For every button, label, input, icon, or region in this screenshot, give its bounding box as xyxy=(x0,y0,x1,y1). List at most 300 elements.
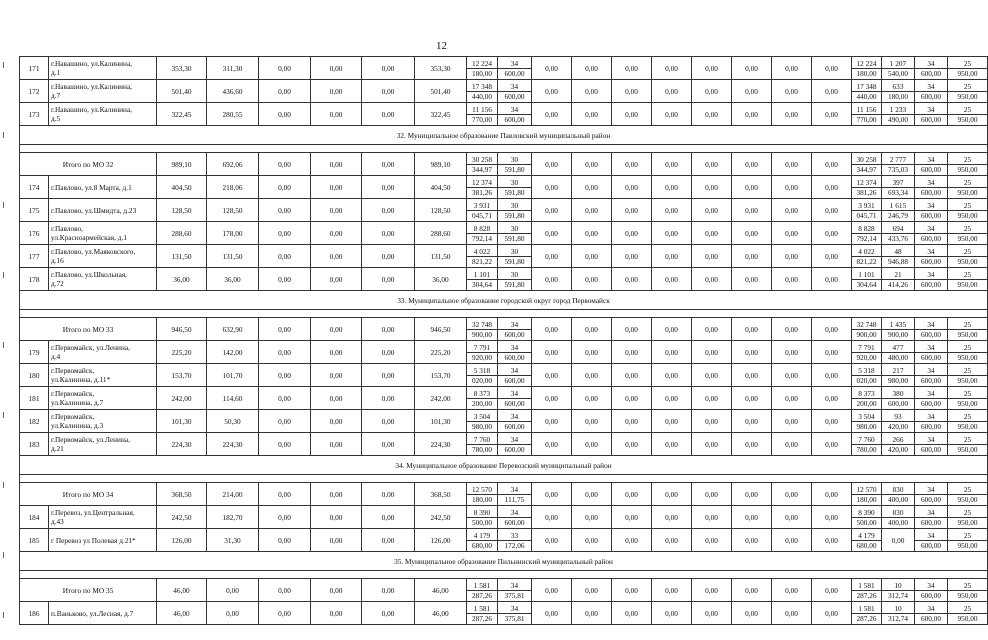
norm-cost-cell xyxy=(948,529,988,552)
value-cell: 0,00 xyxy=(532,529,572,552)
section-title: 34. Муниципальное образование Перевозский муниципальный район xyxy=(20,456,988,475)
unit-cost-cell xyxy=(498,103,532,126)
value-cell: 46,00 xyxy=(415,579,467,602)
value-cell: 0,00 xyxy=(572,222,612,245)
cell-line: 3 504 xyxy=(858,411,875,421)
cell-line: 8 373 xyxy=(473,388,491,398)
value-cell: 0,00 xyxy=(311,318,362,341)
value-cell: 0,00 xyxy=(311,245,362,268)
value-cell: 0,00 xyxy=(612,579,652,602)
cell-line: 32 748 xyxy=(856,319,877,329)
cell-line: 34 xyxy=(510,603,519,613)
max-unit-cost-cell xyxy=(915,529,948,552)
value-cell: 353,30 xyxy=(415,57,467,80)
cell-line: д.21 xyxy=(51,444,64,453)
cell-line: 11 156 xyxy=(856,104,877,114)
value-cell: 0,00 xyxy=(652,341,692,364)
value-cell: 0,00 xyxy=(572,318,612,341)
unit-cost-cell xyxy=(498,483,532,506)
cell-line: 1 581 xyxy=(473,580,491,590)
cell-line: 591,80 xyxy=(498,210,531,220)
total-funding-cell xyxy=(852,153,882,176)
cell-line: 1 581 xyxy=(858,580,875,590)
value-cell: 242,50 xyxy=(415,506,467,529)
row-number: 173 xyxy=(20,103,49,126)
value-cell: 946,50 xyxy=(157,318,207,341)
value-cell: 0,00 xyxy=(772,410,812,433)
value-cell: 0,00 xyxy=(311,57,362,80)
value-cell: 0,00 xyxy=(532,80,572,103)
cell-line: 591,80 xyxy=(498,256,531,266)
value-cell: 0,00 xyxy=(572,602,612,625)
owner-funds-cell xyxy=(882,387,915,410)
value-cell: 0,00 xyxy=(692,433,732,456)
value-cell: 0,00 xyxy=(812,199,852,222)
value-cell: 46,00 xyxy=(415,602,467,625)
value-cell: 0,00 xyxy=(532,176,572,199)
cell-line: 34 xyxy=(927,484,935,494)
value-cell: 989,10 xyxy=(157,153,207,176)
cell-line: 12 570 xyxy=(471,484,493,494)
value-cell: 0,00 xyxy=(612,245,652,268)
cost-total-cell xyxy=(467,387,498,410)
cell-line: 34 xyxy=(927,365,935,375)
value-cell: 225,20 xyxy=(157,341,207,364)
cell-line: 045,71 xyxy=(467,210,497,220)
cell-line: 735,03 xyxy=(882,164,914,174)
value-cell: 242,00 xyxy=(415,387,467,410)
table-row xyxy=(20,176,988,199)
value-cell: 128,50 xyxy=(207,199,259,222)
unit-cost-cell xyxy=(498,602,532,625)
value-cell: 0,00 xyxy=(652,387,692,410)
cell-line: 433,76 xyxy=(882,233,914,243)
cost-total-cell xyxy=(467,506,498,529)
value-cell: 0,00 xyxy=(362,199,415,222)
cell-line: 180,00 xyxy=(467,68,497,78)
value-cell: 0,00 xyxy=(532,433,572,456)
owner-funds-cell xyxy=(882,222,915,245)
total-funding-cell xyxy=(852,176,882,199)
value-cell: 0,00 xyxy=(772,529,812,552)
value-cell: 0,00 xyxy=(772,506,812,529)
value-cell: 0,00 xyxy=(652,602,692,625)
value-cell: 0,00 xyxy=(532,602,572,625)
cell-line: г.Первомайск, xyxy=(51,389,95,398)
row-number: 179 xyxy=(20,341,49,364)
value-cell: 0,00 xyxy=(812,483,852,506)
value-cell: 0,00 xyxy=(311,483,362,506)
cell-line: 600,00 xyxy=(915,421,947,431)
cell-line: 600,00 xyxy=(882,398,914,408)
cell-line: 600,00 xyxy=(915,114,947,124)
value-cell: 0,00 xyxy=(362,364,415,387)
value-cell: 0,00 xyxy=(572,410,612,433)
norm-cost-cell xyxy=(948,153,988,176)
value-cell: 0,00 xyxy=(362,268,415,291)
cell-line: 34 xyxy=(510,388,519,398)
address-cell xyxy=(49,245,157,268)
value-cell: 0,00 xyxy=(652,103,692,126)
cell-line: 950,00 xyxy=(948,114,987,124)
value-cell: 50,30 xyxy=(207,410,259,433)
cell-line: 600,00 xyxy=(498,352,531,362)
cell-line: г.Павлово, ул.Школьная, xyxy=(51,270,128,279)
value-cell: 0,00 xyxy=(812,506,852,529)
cell-line: 180,00 xyxy=(852,494,881,504)
value-cell: 0,00 xyxy=(772,433,812,456)
value-cell: 0,00 xyxy=(259,268,311,291)
value-cell: 0,00 xyxy=(532,318,572,341)
cell-line: 500,00 xyxy=(467,517,497,527)
cell-line: 4 179 xyxy=(858,530,875,540)
cell-line: 1 233 xyxy=(889,104,907,114)
cell-line: г.Павлово, xyxy=(51,224,84,233)
value-cell: 0,00 xyxy=(772,103,812,126)
cell-line: 600,00 xyxy=(915,398,947,408)
cell-line: 900,00 xyxy=(882,329,914,339)
cost-total-cell xyxy=(467,341,498,364)
cell-line: 490,00 xyxy=(882,114,914,124)
value-cell: 0,00 xyxy=(207,579,259,602)
cell-line: 30 xyxy=(510,246,519,256)
cell-line: 381,26 xyxy=(467,187,497,197)
address-cell xyxy=(49,602,157,625)
cell-line: 344,97 xyxy=(852,164,881,174)
value-cell: 0,00 xyxy=(572,506,612,529)
value-cell: 0,00 xyxy=(532,579,572,602)
cell-line: 10 xyxy=(894,580,902,590)
cell-line: 266 xyxy=(892,434,904,444)
max-unit-cost-cell xyxy=(915,57,948,80)
cell-line: 045,71 xyxy=(852,210,881,220)
value-cell: 0,00 xyxy=(812,364,852,387)
cell-line: 25 xyxy=(963,342,972,352)
cell-line: 25 xyxy=(963,580,972,590)
cell-line: г.Павлово, ул.Шмидта, д.23 xyxy=(51,205,137,215)
subtotal-row xyxy=(20,483,988,506)
value-cell: 288,60 xyxy=(157,222,207,245)
spacer-cell xyxy=(20,571,988,579)
value-cell: 0,00 xyxy=(311,529,362,552)
norm-cost-cell xyxy=(948,268,988,291)
owner-funds-cell xyxy=(882,410,915,433)
owner-funds-cell xyxy=(882,176,915,199)
table-row xyxy=(20,602,988,625)
subtotal-label: Итого по МО 34 xyxy=(20,483,157,506)
cell-line: д.7 xyxy=(51,91,61,100)
total-funding-cell xyxy=(852,318,882,341)
value-cell: 131,50 xyxy=(415,245,467,268)
value-cell: 0,00 xyxy=(732,410,772,433)
cell-line: 246,79 xyxy=(882,210,914,220)
value-cell: 368,50 xyxy=(415,483,467,506)
cell-line: 591,80 xyxy=(498,187,531,197)
unit-cost-cell xyxy=(498,222,532,245)
value-cell: 0,00 xyxy=(572,57,612,80)
value-cell: 0,00 xyxy=(612,410,652,433)
cell-line: 17 348 xyxy=(471,81,493,91)
value-cell: 0,00 xyxy=(362,57,415,80)
cell-line: 25 xyxy=(963,507,972,517)
value-cell: 0,00 xyxy=(692,341,732,364)
cell-line: 950,00 xyxy=(948,352,987,362)
unit-cost-cell xyxy=(498,153,532,176)
total-funding-cell xyxy=(852,80,882,103)
cell-line: 34 xyxy=(927,530,935,540)
value-cell: 0,00 xyxy=(572,199,612,222)
unit-cost-cell xyxy=(498,579,532,602)
value-cell: 0,00 xyxy=(311,103,362,126)
value-cell: 224,30 xyxy=(157,433,207,456)
cell-line: 34 xyxy=(927,104,935,114)
cell-line: 600,00 xyxy=(498,517,531,527)
total-funding-cell xyxy=(852,506,882,529)
total-funding-cell xyxy=(852,364,882,387)
value-cell: 0,00 xyxy=(812,433,852,456)
address-cell xyxy=(49,364,157,387)
value-cell: 0,00 xyxy=(311,153,362,176)
max-unit-cost-cell xyxy=(915,483,948,506)
norm-cost-cell xyxy=(948,57,988,80)
cell-line: 600,00 xyxy=(498,421,531,431)
max-unit-cost-cell xyxy=(915,103,948,126)
cell-line: 34 xyxy=(927,342,935,352)
cell-line: 25 xyxy=(963,177,972,187)
cell-line: 33 xyxy=(510,530,519,540)
cost-total-cell xyxy=(467,579,498,602)
value-cell: 153,70 xyxy=(415,364,467,387)
max-unit-cost-cell xyxy=(915,602,948,625)
cell-line: 950,00 xyxy=(948,517,987,527)
value-cell: 0,00 xyxy=(362,245,415,268)
value-cell: 0,00 xyxy=(732,199,772,222)
cell-line: 200,00 xyxy=(467,398,497,408)
cell-line: 1 101 xyxy=(858,269,875,279)
value-cell: 0,00 xyxy=(259,410,311,433)
cell-line: 34 xyxy=(927,507,935,517)
address-cell xyxy=(49,268,157,291)
cell-line: 25 xyxy=(963,603,972,613)
cell-line: д.16 xyxy=(51,256,64,265)
value-cell: 0,00 xyxy=(692,529,732,552)
cell-line: 1 101 xyxy=(473,269,491,279)
value-cell: 0,00 xyxy=(259,176,311,199)
spacer-row xyxy=(20,475,988,483)
value-cell: 0,00 xyxy=(259,579,311,602)
cell-line: 34 xyxy=(510,411,519,421)
cell-line: 693,34 xyxy=(882,187,914,197)
row-number: 178 xyxy=(20,268,49,291)
value-cell: 0,00 xyxy=(692,57,732,80)
owner-funds-cell xyxy=(882,579,915,602)
max-unit-cost-cell xyxy=(915,506,948,529)
cell-line: д.4 xyxy=(51,352,61,361)
table-row xyxy=(20,57,988,80)
cell-line: 25 xyxy=(963,154,972,164)
cell-line: 2 777 xyxy=(889,154,907,164)
cell-line: 3 504 xyxy=(473,411,491,421)
cell-line: 500,00 xyxy=(852,517,881,527)
subtotal-label: Итого по МО 35 xyxy=(20,579,157,602)
value-cell: 0,00 xyxy=(311,268,362,291)
value-cell: 0,00 xyxy=(572,268,612,291)
cell-line: 180,00 xyxy=(467,494,497,504)
owner-funds-cell xyxy=(882,153,915,176)
max-unit-cost-cell xyxy=(915,364,948,387)
value-cell: 0,00 xyxy=(532,410,572,433)
cell-line: 980,00 xyxy=(852,421,881,431)
owner-funds-cell xyxy=(882,483,915,506)
cell-line: г.Павлово, ул.8 Марта, д.1 xyxy=(51,182,132,192)
cell-line: 600,00 xyxy=(915,187,947,197)
norm-cost-cell xyxy=(948,245,988,268)
cell-line: 30 xyxy=(510,200,519,210)
value-cell: 36,00 xyxy=(207,268,259,291)
value-cell: 0,00 xyxy=(772,57,812,80)
value-cell: 0,00 xyxy=(812,341,852,364)
value-cell: 0,00 xyxy=(732,364,772,387)
value-cell: 0,00 xyxy=(612,153,652,176)
cell-line: 375,81 xyxy=(498,613,531,623)
value-cell: 101,30 xyxy=(157,410,207,433)
cell-line: 287,26 xyxy=(852,613,881,623)
value-cell: 0,00 xyxy=(362,318,415,341)
cell-line: 600,00 xyxy=(915,329,947,339)
value-cell: 0,00 xyxy=(362,483,415,506)
cost-total-cell xyxy=(467,199,498,222)
value-cell: 0,00 xyxy=(612,57,652,80)
cell-line: 34 xyxy=(927,580,935,590)
value-cell: 0,00 xyxy=(732,579,772,602)
unit-cost-cell xyxy=(498,199,532,222)
value-cell: 0,00 xyxy=(572,341,612,364)
cell-line: 34 xyxy=(510,507,519,517)
unit-cost-cell xyxy=(498,80,532,103)
cost-total-cell xyxy=(467,245,498,268)
cell-line: 34 xyxy=(510,365,519,375)
owner-funds-cell xyxy=(882,199,915,222)
value-cell: 0,00 xyxy=(652,433,692,456)
cell-line: 900,00 xyxy=(467,329,497,339)
cell-line: 950,00 xyxy=(948,398,987,408)
value-cell: 353,30 xyxy=(157,57,207,80)
table-row xyxy=(20,222,988,245)
value-cell: 0,00 xyxy=(207,602,259,625)
cell-line: 600,00 xyxy=(915,91,947,101)
spacer-cell xyxy=(20,310,988,318)
value-cell: 0,00 xyxy=(652,364,692,387)
value-cell: 0,00 xyxy=(532,268,572,291)
value-cell: 101,30 xyxy=(415,410,467,433)
value-cell: 0,00 xyxy=(772,318,812,341)
value-cell: 242,50 xyxy=(157,506,207,529)
value-cell: 36,00 xyxy=(415,268,467,291)
cell-line: 420,00 xyxy=(882,444,914,454)
unit-cost-cell xyxy=(498,268,532,291)
norm-cost-cell xyxy=(948,103,988,126)
cell-line: 4 179 xyxy=(473,530,491,540)
table-row xyxy=(20,80,988,103)
unit-cost-cell xyxy=(498,176,532,199)
value-cell: 224,30 xyxy=(415,433,467,456)
value-cell: 128,50 xyxy=(157,199,207,222)
value-cell: 0,00 xyxy=(612,506,652,529)
row-number: 182 xyxy=(20,410,49,433)
value-cell: 0,00 xyxy=(692,268,732,291)
cell-line: 633 xyxy=(892,81,904,91)
table-row xyxy=(20,410,988,433)
cell-line: 770,00 xyxy=(467,114,497,124)
cell-line: 34 xyxy=(927,434,935,444)
cell-line: 600,00 xyxy=(915,233,947,243)
value-cell: 0,00 xyxy=(652,506,692,529)
cell-line: 30 258 xyxy=(471,154,493,164)
value-cell: 224,30 xyxy=(207,433,259,456)
cell-line: 950,00 xyxy=(948,164,987,174)
value-cell: 0,00 xyxy=(532,153,572,176)
cell-line: 1 207 xyxy=(889,58,907,68)
row-number: 176 xyxy=(20,222,49,245)
spacer-row xyxy=(20,145,988,153)
value-cell: 0,00 xyxy=(732,318,772,341)
spacer-cell xyxy=(20,145,988,153)
cost-total-cell xyxy=(467,153,498,176)
table-row xyxy=(20,529,988,552)
norm-cost-cell xyxy=(948,318,988,341)
section-title: 33. Муниципальное образование городской округ город Первомайск xyxy=(20,291,988,310)
table-row xyxy=(20,364,988,387)
cell-line: 34 xyxy=(927,269,935,279)
cell-line: 7 760 xyxy=(473,434,491,444)
value-cell: 0,00 xyxy=(772,268,812,291)
cell-line: 34 xyxy=(510,319,519,329)
value-cell: 0,00 xyxy=(772,245,812,268)
value-cell: 0,00 xyxy=(652,410,692,433)
cell-line: 600,00 xyxy=(915,444,947,454)
cell-line: 34 xyxy=(927,603,935,613)
value-cell: 0,00 xyxy=(612,341,652,364)
cell-line: 34 xyxy=(510,580,519,590)
cell-line: 34 xyxy=(927,81,935,91)
cell-line: 1 615 xyxy=(889,200,907,210)
value-cell: 0,00 xyxy=(692,176,732,199)
cell-line: 821,22 xyxy=(467,256,497,266)
value-cell: 322,45 xyxy=(415,103,467,126)
cell-line: 600,00 xyxy=(498,398,531,408)
cell-line: д.1 xyxy=(51,68,61,77)
cell-line: 397 xyxy=(892,177,904,187)
cell-line: 950,00 xyxy=(948,590,987,600)
row-number: 181 xyxy=(20,387,49,410)
owner-funds-cell xyxy=(882,103,915,126)
value-cell: 0,00 xyxy=(732,268,772,291)
cost-total-cell xyxy=(467,103,498,126)
cell-line: 5 318 xyxy=(858,365,875,375)
row-number: 171 xyxy=(20,57,49,80)
value-cell: 0,00 xyxy=(259,387,311,410)
cell-line: 304,64 xyxy=(852,279,881,289)
value-cell: 0,00 xyxy=(692,579,732,602)
unit-cost-cell xyxy=(498,433,532,456)
cell-line: 180,00 xyxy=(852,68,881,78)
value-cell: 0,00 xyxy=(572,103,612,126)
cost-total-cell xyxy=(467,80,498,103)
spacer-row xyxy=(20,571,988,579)
value-cell: 0,00 xyxy=(732,222,772,245)
cell-line: 950,00 xyxy=(948,613,987,623)
value-cell: 0,00 xyxy=(311,341,362,364)
